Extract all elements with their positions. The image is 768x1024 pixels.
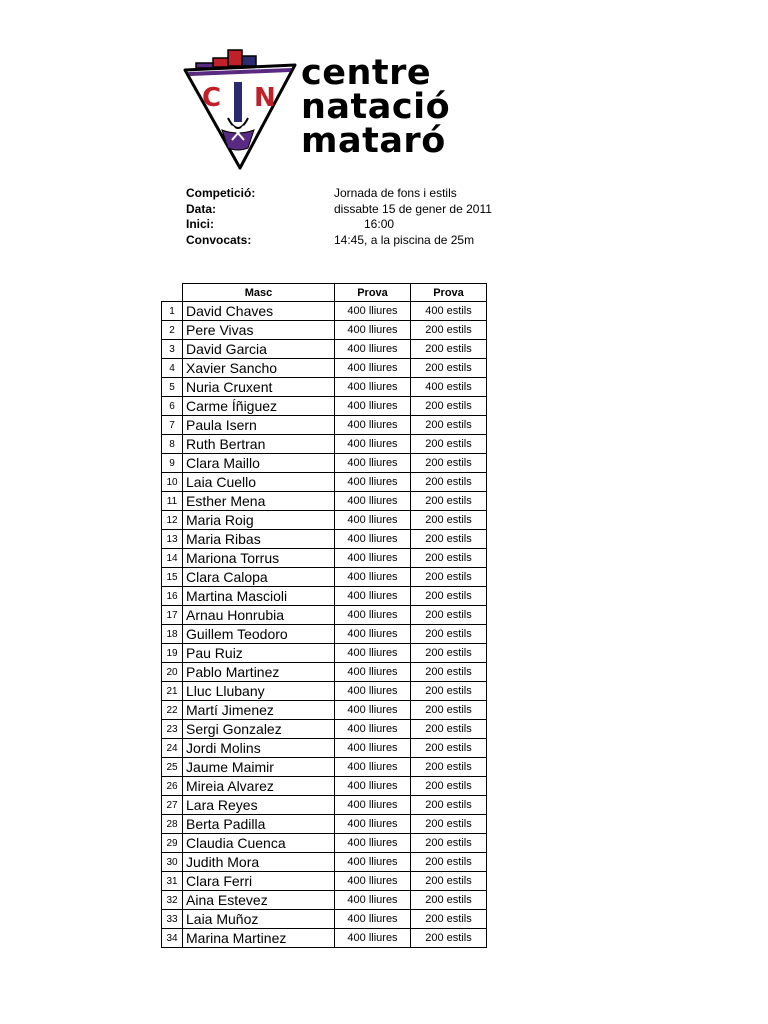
event-2: 400 estils	[411, 302, 487, 321]
row-number: 2	[162, 321, 183, 340]
event-2: 200 estils	[411, 587, 487, 606]
swimmer-name: Martina Mascioli	[183, 587, 335, 606]
event-2: 200 estils	[411, 435, 487, 454]
swimmer-name: Ruth Bertran	[183, 435, 335, 454]
swimmer-name: Maria Roig	[183, 511, 335, 530]
row-number: 7	[162, 416, 183, 435]
event-2: 200 estils	[411, 929, 487, 948]
table-row	[162, 473, 487, 492]
event-1: 400 lliures	[335, 587, 411, 606]
event-2: 200 estils	[411, 758, 487, 777]
row-number: 28	[162, 815, 183, 834]
event-2: 200 estils	[411, 834, 487, 853]
row-number: 22	[162, 701, 183, 720]
info-label: Convocats:	[186, 232, 252, 247]
swimmer-name: Guillem Teodoro	[183, 625, 335, 644]
row-number: 10	[162, 473, 183, 492]
row-number: 30	[162, 853, 183, 872]
event-1: 400 lliures	[335, 454, 411, 473]
table-row	[162, 796, 487, 815]
event-1: 400 lliures	[335, 530, 411, 549]
club-name-line-2: natació	[301, 87, 451, 127]
event-1: 400 lliures	[335, 397, 411, 416]
table-row	[162, 739, 487, 758]
header-masc: Masc	[183, 284, 335, 302]
table-row	[162, 891, 487, 910]
event-1: 400 lliures	[335, 758, 411, 777]
table-row	[162, 758, 487, 777]
event-2: 200 estils	[411, 910, 487, 929]
event-1: 400 lliures	[335, 473, 411, 492]
event-2: 200 estils	[411, 606, 487, 625]
logo-letter-c: C	[202, 83, 222, 113]
table-row	[162, 701, 487, 720]
table-row	[162, 302, 487, 321]
swimmer-name: Laia Cuello	[183, 473, 335, 492]
event-1: 400 lliures	[335, 910, 411, 929]
event-2: 200 estils	[411, 340, 487, 359]
row-number: 17	[162, 606, 183, 625]
row-number: 26	[162, 777, 183, 796]
swimmer-name: Lara Reyes	[183, 796, 335, 815]
row-number: 15	[162, 568, 183, 587]
row-number: 31	[162, 872, 183, 891]
event-1: 400 lliures	[335, 511, 411, 530]
swimmer-name: Nuria Cruxent	[183, 378, 335, 397]
event-1: 400 lliures	[335, 796, 411, 815]
table-row	[162, 720, 487, 739]
info-value: 14:45, a la piscina de 25m	[334, 232, 475, 247]
table-row	[162, 682, 487, 701]
swimmer-name: Pau Ruiz	[183, 644, 335, 663]
row-number: 25	[162, 758, 183, 777]
header-prova-2: Prova	[411, 284, 487, 302]
row-number: 21	[162, 682, 183, 701]
swimmer-name: Laia Muñoz	[183, 910, 335, 929]
event-2: 200 estils	[411, 682, 487, 701]
event-1: 400 lliures	[335, 359, 411, 378]
swimmer-name: Martí Jimenez	[183, 701, 335, 720]
row-number: 14	[162, 549, 183, 568]
info-row-called	[186, 233, 586, 249]
row-number: 11	[162, 492, 183, 511]
event-1: 400 lliures	[335, 682, 411, 701]
header-blank	[162, 284, 183, 302]
table-row	[162, 853, 487, 872]
row-number: 27	[162, 796, 183, 815]
swimmer-name: Lluc Llubany	[183, 682, 335, 701]
event-2: 200 estils	[411, 454, 487, 473]
info-label: Inici:	[186, 217, 215, 231]
event-2: 200 estils	[411, 796, 487, 815]
swimmer-name: Marina Martinez	[183, 929, 335, 948]
event-1: 400 lliures	[335, 625, 411, 644]
info-row-start	[186, 217, 586, 233]
swimmer-name: Berta Padilla	[183, 815, 335, 834]
info-row-competition	[186, 186, 586, 202]
event-1: 400 lliures	[335, 720, 411, 739]
table-row	[162, 777, 487, 796]
club-name	[301, 53, 451, 161]
event-2: 200 estils	[411, 720, 487, 739]
event-2: 200 estils	[411, 511, 487, 530]
swimmer-name: Clara Maillo	[183, 454, 335, 473]
swimmer-name: Clara Calopa	[183, 568, 335, 587]
event-1: 400 lliures	[335, 663, 411, 682]
table-row	[162, 910, 487, 929]
event-2: 200 estils	[411, 568, 487, 587]
event-1: 400 lliures	[335, 739, 411, 758]
info-value: Jornada de fons i estils	[334, 186, 457, 200]
table-row	[162, 568, 487, 587]
info-label: Competició:	[186, 186, 256, 200]
event-2: 200 estils	[411, 891, 487, 910]
event-2: 200 estils	[411, 777, 487, 796]
event-2: 200 estils	[411, 359, 487, 378]
table-row	[162, 416, 487, 435]
swimmer-name: Xavier Sancho	[183, 359, 335, 378]
table-row	[162, 606, 487, 625]
event-1: 400 lliures	[335, 777, 411, 796]
info-label: Data:	[186, 201, 217, 216]
table-row	[162, 321, 487, 340]
swimmer-name: Sergi Gonzalez	[183, 720, 335, 739]
swimmer-name: Mariona Torrus	[183, 549, 335, 568]
info-row-date	[186, 202, 586, 218]
row-number: 23	[162, 720, 183, 739]
swimmer-name: Aina Estevez	[183, 891, 335, 910]
event-1: 400 lliures	[335, 321, 411, 340]
event-1: 400 lliures	[335, 492, 411, 511]
table-row	[162, 378, 487, 397]
event-2: 200 estils	[411, 321, 487, 340]
row-number: 29	[162, 834, 183, 853]
swimmer-name: Claudia Cuenca	[183, 834, 335, 853]
table-row	[162, 815, 487, 834]
logo-letter-n: N	[254, 83, 276, 113]
info-value: 16:00	[334, 217, 395, 231]
table-row	[162, 530, 487, 549]
swimmer-name: Arnau Honrubia	[183, 606, 335, 625]
event-1: 400 lliures	[335, 340, 411, 359]
event-2: 200 estils	[411, 872, 487, 891]
club-logo	[182, 48, 302, 173]
swimmer-name: Clara Ferri	[183, 872, 335, 891]
row-number: 19	[162, 644, 183, 663]
info-value: dissabte 15 de gener de 2011	[334, 201, 492, 216]
row-number: 12	[162, 511, 183, 530]
event-1: 400 lliures	[335, 435, 411, 454]
event-2: 200 estils	[411, 397, 487, 416]
event-2: 200 estils	[411, 549, 487, 568]
table-row	[162, 834, 487, 853]
table-row	[162, 587, 487, 606]
row-number: 8	[162, 435, 183, 454]
header-prova-1: Prova	[335, 284, 411, 302]
event-2: 200 estils	[411, 663, 487, 682]
row-number: 20	[162, 663, 183, 682]
table-row	[162, 625, 487, 644]
club-name-line-1: centre	[301, 53, 432, 93]
table-row	[162, 872, 487, 891]
event-1: 400 lliures	[335, 815, 411, 834]
row-number: 3	[162, 340, 183, 359]
table-row	[162, 397, 487, 416]
event-2: 200 estils	[411, 701, 487, 720]
swimmer-name: Maria Ribas	[183, 530, 335, 549]
table-row	[162, 663, 487, 682]
event-1: 400 lliures	[335, 872, 411, 891]
table-row	[162, 549, 487, 568]
event-1: 400 lliures	[335, 302, 411, 321]
event-1: 400 lliures	[335, 416, 411, 435]
swimmer-name: Pere Vivas	[183, 321, 335, 340]
table-row	[162, 644, 487, 663]
row-number: 16	[162, 587, 183, 606]
event-1: 400 lliures	[335, 644, 411, 663]
competition-info	[186, 186, 586, 248]
swimmer-name: David Garcia	[183, 340, 335, 359]
swimmer-name: David Chaves	[183, 302, 335, 321]
row-number: 6	[162, 397, 183, 416]
row-number: 24	[162, 739, 183, 758]
row-number: 1	[162, 302, 183, 321]
event-2: 400 estils	[411, 378, 487, 397]
row-number: 32	[162, 891, 183, 910]
swimmer-name: Mireia Alvarez	[183, 777, 335, 796]
swimmer-name: Carme Íñiguez	[183, 397, 335, 416]
swimmer-name: Judith Mora	[183, 853, 335, 872]
swimmer-name: Pablo Martinez	[183, 663, 335, 682]
table-header-row	[162, 284, 487, 302]
event-1: 400 lliures	[335, 606, 411, 625]
row-number: 13	[162, 530, 183, 549]
table-row	[162, 340, 487, 359]
club-name-line-3: mataró	[301, 121, 446, 161]
row-number: 18	[162, 625, 183, 644]
swimmer-name: Esther Mena	[183, 492, 335, 511]
event-1: 400 lliures	[335, 853, 411, 872]
row-number: 33	[162, 910, 183, 929]
event-1: 400 lliures	[335, 701, 411, 720]
event-2: 200 estils	[411, 530, 487, 549]
table-row	[162, 492, 487, 511]
row-number: 4	[162, 359, 183, 378]
row-number: 34	[162, 929, 183, 948]
table-row	[162, 454, 487, 473]
event-2: 200 estils	[411, 644, 487, 663]
table-row	[162, 435, 487, 454]
event-2: 200 estils	[411, 473, 487, 492]
event-2: 200 estils	[411, 416, 487, 435]
row-number: 9	[162, 454, 183, 473]
event-2: 200 estils	[411, 815, 487, 834]
swimmer-name: Jaume Maimir	[183, 758, 335, 777]
swimmer-name: Jordi Molins	[183, 739, 335, 758]
row-number: 5	[162, 378, 183, 397]
event-1: 400 lliures	[335, 378, 411, 397]
table-row	[162, 511, 487, 530]
event-2: 200 estils	[411, 492, 487, 511]
swimmers-table	[161, 283, 487, 948]
event-1: 400 lliures	[335, 929, 411, 948]
swimmer-name: Paula Isern	[183, 416, 335, 435]
event-2: 200 estils	[411, 625, 487, 644]
event-2: 200 estils	[411, 853, 487, 872]
event-1: 400 lliures	[335, 568, 411, 587]
event-2: 200 estils	[411, 739, 487, 758]
event-1: 400 lliures	[335, 549, 411, 568]
event-1: 400 lliures	[335, 891, 411, 910]
table-row	[162, 359, 487, 378]
table-row	[162, 929, 487, 948]
event-1: 400 lliures	[335, 834, 411, 853]
